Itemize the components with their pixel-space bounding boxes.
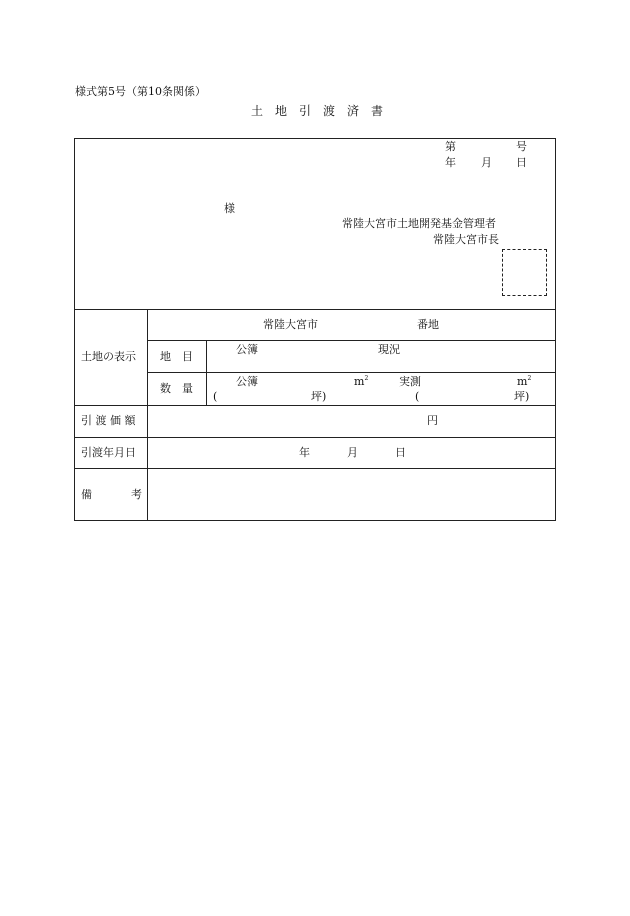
category-registry-label: 公簿	[236, 343, 258, 356]
transfer-price-label: 引 渡 価 額	[81, 414, 136, 427]
date-year: 年	[445, 156, 456, 169]
form-number: 様式第5号（第10条関係）	[75, 85, 206, 98]
qty-registry-unit: $m^2$	[354, 375, 369, 388]
transfer-date-label: 引渡年月日	[81, 446, 136, 459]
document-title: 土 地 引 渡 済 書	[251, 104, 384, 118]
divider-land-row2	[147, 372, 556, 373]
transfer-date-year: 年	[299, 446, 310, 459]
remarks-label-2: 考	[131, 488, 142, 501]
qty-measured-tsubo: 坪)	[514, 390, 530, 403]
qty-measured-unit: $m^2$	[517, 375, 532, 388]
qty-registry-tsubo: 坪)	[311, 390, 327, 403]
land-lot-label: 番地	[417, 318, 439, 331]
transfer-price-unit: 円	[427, 414, 438, 427]
date-month: 月	[481, 156, 492, 169]
issuer-name: 常陸大宮市長	[433, 233, 499, 246]
category-current-label: 現況	[378, 343, 400, 356]
land-section-label: 土地の表示	[81, 350, 136, 363]
number-prefix: 第	[445, 140, 456, 153]
issuer-title: 常陸大宮市土地開発基金管理者	[342, 217, 496, 230]
number-suffix: 号	[516, 140, 527, 153]
qty-registry-paren-open: (	[213, 390, 218, 403]
label-column-divider	[147, 309, 148, 521]
land-city: 常陸大宮市	[263, 318, 318, 331]
seal-box	[502, 249, 547, 296]
divider-land-row1	[147, 340, 556, 341]
addressee-suffix: 様	[224, 202, 235, 215]
remarks-label-1: 備	[81, 488, 92, 501]
qty-registry-label: 公簿	[236, 375, 258, 388]
transfer-date-day: 日	[395, 446, 406, 459]
qty-measured-paren-open: (	[415, 390, 420, 403]
transfer-date-month: 月	[347, 446, 358, 459]
quantity-label: 数 量	[160, 382, 193, 395]
date-day: 日	[516, 156, 527, 169]
category-label: 地 目	[160, 350, 193, 363]
qty-measured-label: 実測	[399, 375, 421, 388]
sublabel-column-divider	[206, 340, 207, 405]
